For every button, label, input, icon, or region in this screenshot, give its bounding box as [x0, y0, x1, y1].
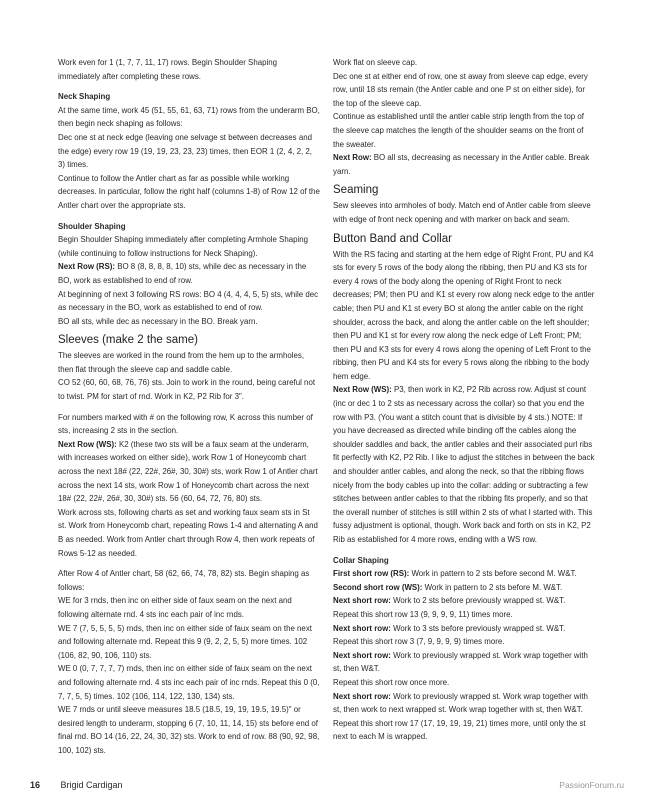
body-paragraph: CO 52 (60, 60, 68, 76, 76) sts. Join to work in the round, being careful not to twist. PM for start of rnd. Work in K2, P2 Rib for 3".	[58, 378, 316, 402]
instruction-paragraph	[333, 151, 595, 178]
watermark: PassionForum.ru	[559, 780, 624, 790]
instruction-paragraph	[58, 438, 320, 506]
body-paragraph: Continue to follow the Antler chart as far as possible while working decreases. In particular, follow the right half (columns 1-8) of Row 12 of the Antler chart over the appropriate sts.	[58, 173, 320, 210]
body-paragraph: Begin Shoulder Shaping immediately after completing Armhole Shaping (while continuing to follow instructions for Neck Shaping).	[58, 235, 309, 258]
body-paragraph: With the RS facing and starting at the hem edge of Right Front, PU and K4 sts for every 5 rows of the body along the ribbing, then PU and K3 sts for every 4 rows of the body along the opening of Right Front to neck decreases; PM; then PU and K1 st every row along neck edge to the antler cable; then PU and K1 st every BO st along the antler cable on the right shoulder, across the back, and along the antler cable on the left shoulder; then PU and K1 st for every row along the neck edge of Left Front; PM; then PU and K3 sts for every 4 rows along the opening of Left Front to the ribbing, then PU and K4 sts for every 5 rows along the ribbing to the body hem edge.	[333, 249, 595, 381]
body-paragraph: Work across sts, following charts as set and working faux seam sts in St st. Work from Honeycomb chart, repeating Rows 1-4 and alternating A and B as needed. Work from Antler chart through Row 4, then work repeats of Rows 5-12 as needed.	[58, 507, 318, 558]
instruction-text: BO 8 (8, 8, 8, 8, 10) sts, while dec as necessary in the BO, work as established to end of row.	[58, 262, 307, 285]
instruction-text: Work to 3 sts before previously wrapped st. W&T.	[390, 623, 566, 633]
body-paragraph: At the same time, work 45 (51, 55, 61, 63, 71) rows from the underarm BO, then begin neck shaping as follows:	[58, 105, 320, 129]
instruction-text: Work in pattern to 2 sts before M. W&T.	[422, 582, 563, 592]
instruction-text: Work to 2 sts before previously wrapped st. W&T.	[390, 596, 566, 606]
body-paragraph: For numbers marked with # on the following row, K across this number of sts, increasing 2 sts in the section.	[58, 412, 313, 436]
body-paragraph: Repeat this short row 13 (9, 9, 9, 9, 11) times more.	[333, 609, 513, 619]
instruction-paragraph	[333, 594, 595, 608]
instruction-paragraph	[333, 383, 595, 546]
instruction-paragraph	[333, 581, 595, 595]
instruction-text: Work to previously wrapped st. Work wrap together with st, then W&T.	[333, 650, 588, 674]
body-paragraph: Repeat this short row 3 (7, 9, 9, 9, 9) times more.	[333, 637, 505, 647]
instruction-label: Next short row:	[333, 596, 391, 606]
subsection-heading: Shoulder Shaping	[58, 221, 126, 231]
instruction-label: Next Row (WS):	[58, 439, 117, 449]
instruction-text: Work in pattern to 2 sts before second M. W&T.	[409, 569, 577, 579]
left-column	[58, 56, 320, 758]
instruction-text: BO all sts, decreasing as necessary in the Antler cable. Break yarn.	[333, 153, 590, 176]
body-paragraph: At beginning of next 3 following RS rows: BO 4 (4, 4, 4, 5, 5) sts, while dec as necessary in the BO, work as established to end of row.	[58, 289, 319, 313]
instruction-label: Next short row:	[333, 623, 391, 633]
subsection-heading: Collar Shaping	[333, 555, 389, 565]
pattern-title: Brigid Cardigan	[60, 780, 123, 790]
instruction-text: Work to previously wrapped st. Work wrap together with st, then work to next wrapped st. Work wrap together with st, then W&T.	[333, 691, 588, 715]
right-column	[333, 56, 595, 744]
body-paragraph: Work even for 1 (1, 7, 7, 11, 17) rows. Begin Shoulder Shaping immediately after completing these rows.	[58, 58, 278, 81]
body-paragraph: WE for 3 rnds, then inc on either side of faux seam on the next and following alternate rnd. 4 sts inc each pair of inc rnds.	[58, 596, 292, 619]
body-paragraph: Dec one st at neck edge (leaving one selvage st between decreases and the edge) every row 19 (19, 19, 23, 23, 23) times, then EOR 1 (2, 4, 2, 2, 3) times.	[58, 132, 312, 170]
instruction-label: Second short row (WS):	[333, 582, 423, 592]
instruction-label: Next short row:	[333, 691, 391, 701]
body-paragraph: Repeat this short row 17 (17, 19, 19, 19, 21) times more, until only the st next to each M is wrapped.	[333, 718, 586, 742]
body-paragraph: Sew sleeves into armholes of body. Match end of Antler cable from sleeve with edge of front neck opening and with marker on back and seam.	[333, 201, 591, 224]
subsection-heading: Neck Shaping	[58, 92, 111, 102]
body-paragraph: WE 0 (0, 7, 7, 7, 7) rnds, then inc on either side of faux seam on the next and following alternate rnd. 4 sts inc each pair of inc rnds. Repeat this 0 (0, 7, 7, 5, 5) times. 102 (106, 114, 122, 130, 134) sts.	[58, 664, 320, 701]
instruction-paragraph	[333, 567, 595, 581]
body-paragraph: After Row 4 of Antler chart, 58 (62, 66, 74, 78, 82) sts. Begin shaping as follows:	[58, 569, 310, 592]
body-paragraph: The sleeves are worked in the round from the hem up to the armholes, then flat through the sleeve cap and saddle cable.	[58, 351, 305, 374]
instruction-text: P3, then work in K2, P2 Rib across row. Adjust st count (inc or dec 1 to 2 sts as necessary across the collar) so that you end the row with P3. (You want a stitch count that is divisible by 4 sts.) NOTE: If you have decreased as directed while binding off the cables along the shoulder saddles and back, the antler cables and their associated purl ribs fit perfectly with K2, P2 Rib. I like to adjust the stitches in between the back and shoulder antler cables, and along the neck, so that the ribbing flows nicely from the body cables up into the collar: adding or subtracting a few stitches between antler cables to that the ribbing fits properly, and so that the overall number of stitches is still within 2 sts of what I started with. This fussy adjustment is optional, though. Work back and forth on sts in K2, P2 Rib as established for 4 more rows, ending with a WS row.	[333, 385, 595, 544]
body-paragraph: BO all sts, while dec as necessary in the BO. Break yarn.	[58, 316, 258, 326]
instruction-label: Next Row (RS):	[58, 262, 115, 272]
section-heading: Button Band and Collar	[333, 232, 452, 245]
instruction-label: Next Row (WS):	[333, 385, 392, 395]
body-paragraph: Continue as established until the antler cable strip length from the top of the sleeve cap matches the length of the shoulder seams on the front of the sweater.	[333, 112, 584, 149]
section-heading: Seaming	[333, 184, 379, 197]
body-paragraph: WE 7 (7, 5, 5, 5, 5) rnds, then inc on either side of faux seam on the next and following alternate rnd. Repeat this 9 (9, 2, 2, 5, 5) more times. 102 (106, 82, 90, 106, 110) sts.	[58, 623, 312, 660]
page-number: 16	[30, 780, 41, 790]
instruction-paragraph	[333, 649, 595, 676]
instruction-paragraph	[58, 260, 320, 287]
instruction-label: First short row (RS):	[333, 569, 410, 579]
instruction-label: Next Row:	[333, 153, 372, 163]
body-paragraph: Repeat this short row once more.	[333, 677, 450, 687]
instruction-label: Next short row:	[333, 650, 391, 660]
body-paragraph: Work flat on sleeve cap.	[333, 58, 418, 67]
instruction-text: K2 (these two sts will be a faux seam at the underarm, with increases worked on either side), work Row 1 of Honeycomb chart across the next 18# (22, 22#, 26#, 30, 30#) sts, work Row 1 of Antler chart across the next 14 sts, work Row 1 of Honeycomb chart across the next 18# (22, 22#, 26#, 30, 30#) sts. 56 (60, 64, 72, 76, 80) sts.	[58, 439, 318, 504]
instruction-paragraph	[333, 622, 595, 636]
body-paragraph: Dec one st at either end of row, one st away from sleeve cap edge, every row, until 18 sts remain (the Antler cable and one P st on either side), for the top of the sleeve cap.	[333, 71, 588, 108]
section-heading: Sleeves (make 2 the same)	[58, 334, 198, 347]
body-paragraph: WE 7 rnds or until sleeve measures 18.5 (18.5, 19, 19, 19.5, 19.5)" or desired length to underarm, stopping 6 (7, 10, 11, 14, 15) sts before end of final rnd. BO 14 (16, 22, 24, 30, 32) sts. Work to end of row. 88 (90, 92, 98, 100, 102) sts.	[58, 705, 320, 755]
page-footer	[30, 780, 123, 790]
instruction-paragraph	[333, 690, 595, 717]
